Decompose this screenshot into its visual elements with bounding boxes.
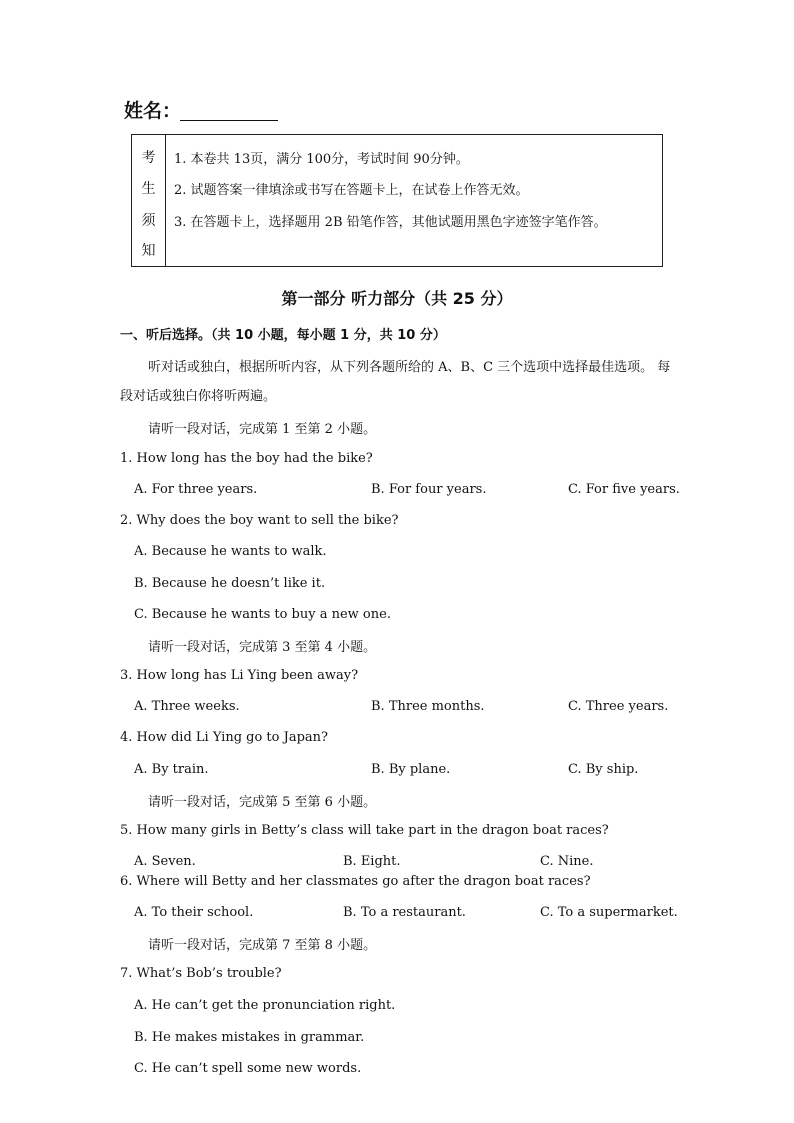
part-title: 第一部分 听力部分（共 25 分）	[281, 289, 513, 308]
option-b[interactable]: B. He makes mistakes in grammar.	[134, 1030, 365, 1045]
name-label: 姓名：	[124, 100, 182, 122]
option-a[interactable]: A. Three weeks.	[134, 699, 240, 714]
option-b[interactable]: B. To a restaurant.	[343, 905, 466, 920]
option-c[interactable]: C. To a supermarket.	[540, 905, 678, 920]
dialogue-instruction: 请听一段对话，完成第 3 至第 4 小题。	[148, 640, 377, 655]
notice-label-column	[132, 135, 166, 266]
exam-notice-box	[131, 134, 663, 267]
notice-rule: 1. 本卷共 13页，满分 100分，考试时间 90分钟。	[174, 152, 469, 167]
notice-rule: 2. 试题答案一律填涂或书写在答题卡上，在试卷上作答无效。	[174, 183, 529, 198]
question-stem: 2. Why does the boy want to sell the bike?	[120, 513, 399, 528]
question-stem: 3. How long has Li Ying been away?	[120, 668, 359, 683]
option-c[interactable]: C. He can’t spell some new words.	[134, 1061, 362, 1076]
question-stem: 4. How did Li Ying go to Japan?	[120, 730, 328, 745]
notice-label-char: 知	[141, 243, 156, 259]
name-blank-line[interactable]	[180, 120, 278, 121]
notice-label-char: 生	[141, 181, 156, 197]
option-c[interactable]: C. By ship.	[568, 762, 639, 777]
option-c[interactable]: C. Three years.	[568, 699, 669, 714]
notice-label-char: 须	[141, 213, 156, 229]
intro-paragraph-line: 听对话或独白，根据所听内容，从下列各题所给的 A、B、C 三个选项中选择最佳选项。 每	[148, 360, 671, 375]
option-b[interactable]: B. Eight.	[343, 854, 401, 869]
question-stem: 1. How long has the boy had the bike?	[120, 451, 373, 466]
notice-rule: 3. 在答题卡上，选择题用 2B 铅笔作答，其他试题用黑色字迹签字笔作答。	[174, 215, 607, 230]
option-b[interactable]: B. For four years.	[371, 482, 487, 497]
question-stem: 7. What’s Bob’s trouble?	[120, 966, 282, 981]
option-c[interactable]: C. Nine.	[540, 854, 594, 869]
option-a[interactable]: A. He can’t get the pronunciation right.	[134, 998, 396, 1013]
option-a[interactable]: A. For three years.	[134, 482, 258, 497]
dialogue-instruction: 请听一段对话，完成第 1 至第 2 小题。	[148, 422, 377, 437]
option-b[interactable]: B. By plane.	[371, 762, 451, 777]
option-b[interactable]: B. Three months.	[371, 699, 485, 714]
dialogue-instruction: 请听一段对话，完成第 5 至第 6 小题。	[148, 795, 377, 810]
option-c[interactable]: C. For five years.	[568, 482, 680, 497]
question-stem: 5. How many girls in Betty’s class will take part in the dragon boat races?	[120, 823, 609, 838]
option-a[interactable]: A. To their school.	[134, 905, 254, 920]
dialogue-instruction: 请听一段对话，完成第 7 至第 8 小题。	[148, 938, 377, 953]
question-stem: 6. Where will Betty and her classmates go after the dragon boat races?	[120, 874, 591, 889]
option-a[interactable]: A. Seven.	[134, 854, 196, 869]
option-a[interactable]: A. Because he wants to walk.	[134, 544, 327, 559]
option-c[interactable]: C. Because he wants to buy a new one.	[134, 607, 391, 622]
section-heading: 一、听后选择。（共 10 小题，每小题 1 分，共 10 分）	[120, 328, 446, 343]
option-b[interactable]: B. Because he doesn’t like it.	[134, 576, 326, 591]
intro-paragraph-line: 段对话或独白你将听两遍。	[120, 389, 277, 404]
notice-label-char: 考	[141, 150, 156, 166]
option-a[interactable]: A. By train.	[134, 762, 209, 777]
